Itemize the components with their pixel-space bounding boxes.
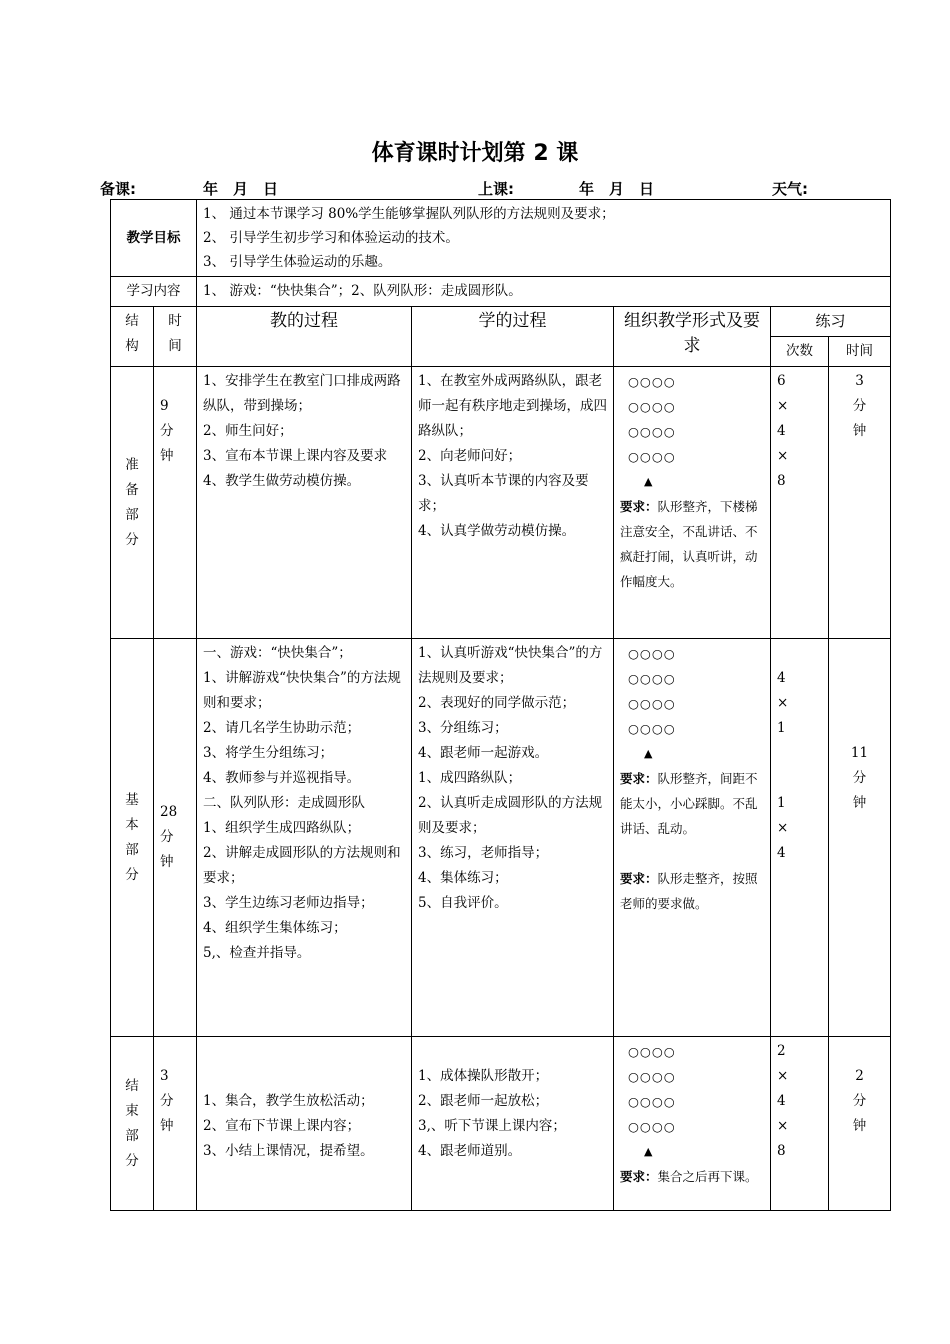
prep-date: 年 月 日 — [203, 180, 279, 198]
requirement-label: 要求： — [620, 871, 658, 886]
page-title: 体育课时计划第 2 课 — [371, 141, 579, 166]
header-structure: 结 构 — [111, 307, 154, 367]
section-name: 准 备 部 分 — [111, 367, 154, 639]
organization — [614, 1037, 771, 1211]
formation-dots: ○○○○ — [628, 696, 676, 711]
goal-item: 1、 通过本节课学习 80%学生能够掌握队列队形的方法规则及要求； — [203, 206, 615, 222]
goals-label: 教学目标 — [111, 200, 197, 277]
formation-dots: ○○○○ — [628, 1044, 676, 1059]
section-prep — [111, 367, 891, 639]
teacher-triangle-icon: ▲ — [644, 747, 653, 760]
weather-label: 天气: — [772, 180, 808, 198]
header-practice-time: 时间 — [829, 337, 891, 367]
practice-time: 11 分 钟 — [829, 639, 891, 1037]
requirement-label: 要求： — [620, 771, 658, 786]
practice-time: 3 分 钟 — [829, 367, 891, 639]
requirement-text: 队形整齐，间距不能太小，小心踩脚。不乱讲话、乱动。 — [620, 771, 758, 836]
section-name: 基 本 部 分 — [111, 639, 154, 1037]
learn-process: 1、在教室外成两路纵队，跟老师一起有秩序地走到操场，成四路纵队； 2、向老师问好； 3、认真听本节课的内容及要求； 4、认真学做劳动模仿操。 — [412, 367, 614, 639]
requirement-text: 队形走整齐，按照老师的要求做。 — [620, 871, 758, 911]
formation-dots: ○○○○ — [628, 374, 676, 389]
formation-dots: ○○○○ — [628, 721, 676, 736]
header-count: 次数 — [771, 337, 829, 367]
section-time: 3 分 钟 — [154, 1037, 197, 1211]
formation-dots: ○○○○ — [628, 449, 676, 464]
goal-item: 3、 引导学生体验运动的乐趣。 — [203, 254, 392, 270]
teacher-triangle-icon: ▲ — [644, 1145, 653, 1158]
header-org: 组织教学形式及要求 — [614, 307, 771, 367]
practice-time: 2 分 钟 — [829, 1037, 891, 1211]
formation-dots: ○○○○ — [628, 1119, 676, 1134]
section-name: 结 束 部 分 — [111, 1037, 154, 1211]
formation-dots: ○○○○ — [628, 671, 676, 686]
requirement-label: 要求： — [620, 499, 658, 514]
header-practice: 练习 — [771, 307, 891, 337]
formation-dots: ○○○○ — [628, 1094, 676, 1109]
practice-count: 2 × 4 × 8 — [771, 1037, 829, 1211]
organization — [614, 367, 771, 639]
section-time: 28 分 钟 — [154, 639, 197, 1037]
class-label: 上课: — [478, 180, 514, 198]
header-teach: 教的过程 — [197, 307, 412, 367]
header-time: 时 间 — [154, 307, 197, 367]
teacher-triangle-icon: ▲ — [644, 475, 653, 488]
section-end — [111, 1037, 891, 1211]
section-main — [111, 639, 891, 1037]
formation-dots: ○○○○ — [628, 399, 676, 414]
organization — [614, 639, 771, 1037]
content-row — [111, 277, 891, 307]
content-text: 1、 游戏：“快快集合”；2、队列队形：走成圆形队。 — [197, 277, 891, 307]
learn-process: 1、成体操队形散开； 2、跟老师一起放松； 3,、听下节课上课内容； 4、跟老师道别。 — [412, 1037, 614, 1211]
formation-dots: ○○○○ — [628, 424, 676, 439]
requirement-label: 要求： — [620, 1169, 658, 1184]
requirement-text: 集合之后再下课。 — [657, 1169, 758, 1184]
lesson-plan-table — [110, 199, 891, 1211]
practice-count: 4 × 1 1 × 4 — [771, 639, 829, 1037]
teach-process: 1、集合，教学生放松活动； 2、宣布下节课上课内容； 3、小结上课情况，提希望。 — [197, 1037, 412, 1211]
header-row — [111, 307, 891, 337]
content-label: 学习内容 — [111, 277, 197, 307]
requirement-text: 队形整齐，下楼梯注意安全，不乱讲话、不疯赶打闹，认真听讲，动作幅度大。 — [620, 499, 758, 589]
header-learn: 学的过程 — [412, 307, 614, 367]
teach-process: 一、游戏：“快快集合”； 1、讲解游戏“快快集合”的方法规则和要求； 2、请几名学生协助示范； 3、将学生分组练习； 4、教师参与并巡视指导。 二、队列队形：走成圆形队 1、组织学生成四路纵队； 2、讲解走成圆形队的方法规则和要求； 3、学生边练习老师边指导； 4、组织学生集体练习； 5,、检查并指导。 — [197, 639, 412, 1037]
formation-dots: ○○○○ — [628, 1069, 676, 1084]
goals-cell — [197, 200, 891, 277]
section-time: 9 分 钟 — [154, 367, 197, 639]
practice-count: 6 × 4 × 8 — [771, 367, 829, 639]
class-date: 年 月 日 — [579, 180, 655, 198]
goals-row — [111, 200, 891, 277]
goal-item: 2、 引导学生初步学习和体验运动的技术。 — [203, 230, 459, 246]
teach-process: 1、安排学生在教室门口排成两路纵队，带到操场； 2、师生问好； 3、宣布本节课上课内容及要求 4、教学生做劳动模仿操。 — [197, 367, 412, 639]
prep-label: 备课: — [100, 180, 136, 198]
formation-dots: ○○○○ — [628, 646, 676, 661]
learn-process: 1、认真听游戏“快快集合”的方法规则及要求； 2、表现好的同学做示范； 3、分组练习； 4、跟老师一起游戏。 1、成四路纵队； 2、认真听走成圆形队的方法规则及要求； 3、练习，老师指导； 4、集体练习； 5、自我评价。 — [412, 639, 614, 1037]
